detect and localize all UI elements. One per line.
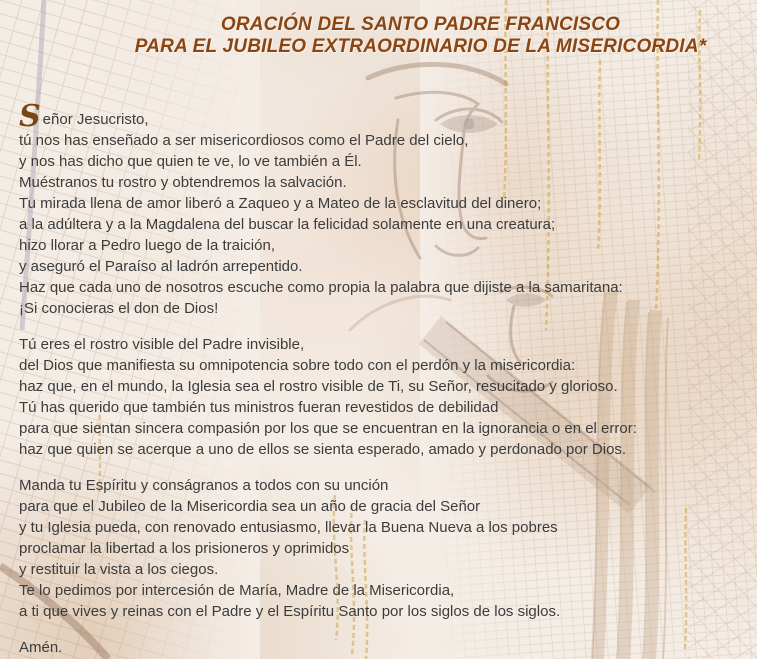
stanza-3 [19,475,749,622]
prayer-line: del Dios que manifiesta su omnipotencia sobre todo con el perdón y la misericordia: [19,357,576,374]
prayer-line: Tu mirada llena de amor liberó a Zaqueo y a Mateo de la esclavitud del dinero; [19,195,542,212]
prayer-text [0,58,757,658]
prayer-line: Tú eres el rostro visible del Padre invisible, [19,336,305,353]
prayer-line: Tú has querido que también tus ministros fueran revestidos de debilidad [19,399,499,416]
prayer-line: Manda tu Espíritu y conságranos a todos con su unción [19,477,389,494]
prayer-line: para que sientan sincera compasión por los que se encuentran en la ignorancia o en el error: [19,420,637,437]
prayer-line: Haz que cada uno de nosotros escuche como propia la palabra que dijiste a la samaritana: [19,279,623,296]
prayer-line: y aseguró el Paraíso al ladrón arrepentido. [19,258,303,275]
prayer-line: para que el Jubileo de la Misericordia sea un año de gracia del Señor [19,498,481,515]
opening-line-text: eñor Jesucristo, [42,111,149,128]
page-title [90,14,751,58]
stanza-2 [19,334,749,460]
title-line-1: ORACIÓN DEL SANTO PADRE FRANCISCO [220,14,621,35]
prayer-line: a la adúltera y a la Magdalena del buscar la felicidad solamente en una creatura; [19,216,556,233]
title-line-2: PARA EL JUBILEO EXTRAORDINARIO DE LA MISERICORDIA* [134,36,707,57]
prayer-line: haz que quien se acerque a uno de ellos se sienta esperado, amado y perdonado por Dios. [19,441,627,458]
prayer-line: Te lo pedimos por intercesión de María, Madre de la Misericordia, [19,582,455,599]
prayer-line: haz que, en el mundo, la Iglesia sea el rostro visible de Ti, su Señor, resucitado y glorioso. [19,378,618,395]
prayer-line: hizo llorar a Pedro luego de la traición, [19,237,275,254]
prayer-opening-line [19,99,749,134]
stanza-1 [19,99,749,319]
prayer-line: ¡Si conocieras el don de Dios! [19,300,219,317]
prayer-line: y tu Iglesia pueda, con renovado entusiasmo, llevar la Buena Nueva a los pobres [19,519,558,536]
prayer-line: Muéstranos tu rostro y obtendremos la salvación. [19,174,347,191]
prayer-line: y nos has dicho que quien te ve, lo ve también a Él. [19,153,362,170]
prayer-line: y restituir la vista a los ciegos. [19,561,219,578]
prayer-line: a ti que vives y reinas con el Padre y el Espíritu Santo por los siglos de los siglos. [19,603,561,620]
stanza-1-lines [19,130,749,319]
prayer-line: proclamar la libertad a los prisioneros y oprimidos [19,540,350,557]
dropcap-letter: S [19,99,41,134]
amen-line: Amén. [19,639,63,656]
prayer-line: tú nos has enseñado a ser misericordiosos como el Padre del cielo, [19,132,469,149]
